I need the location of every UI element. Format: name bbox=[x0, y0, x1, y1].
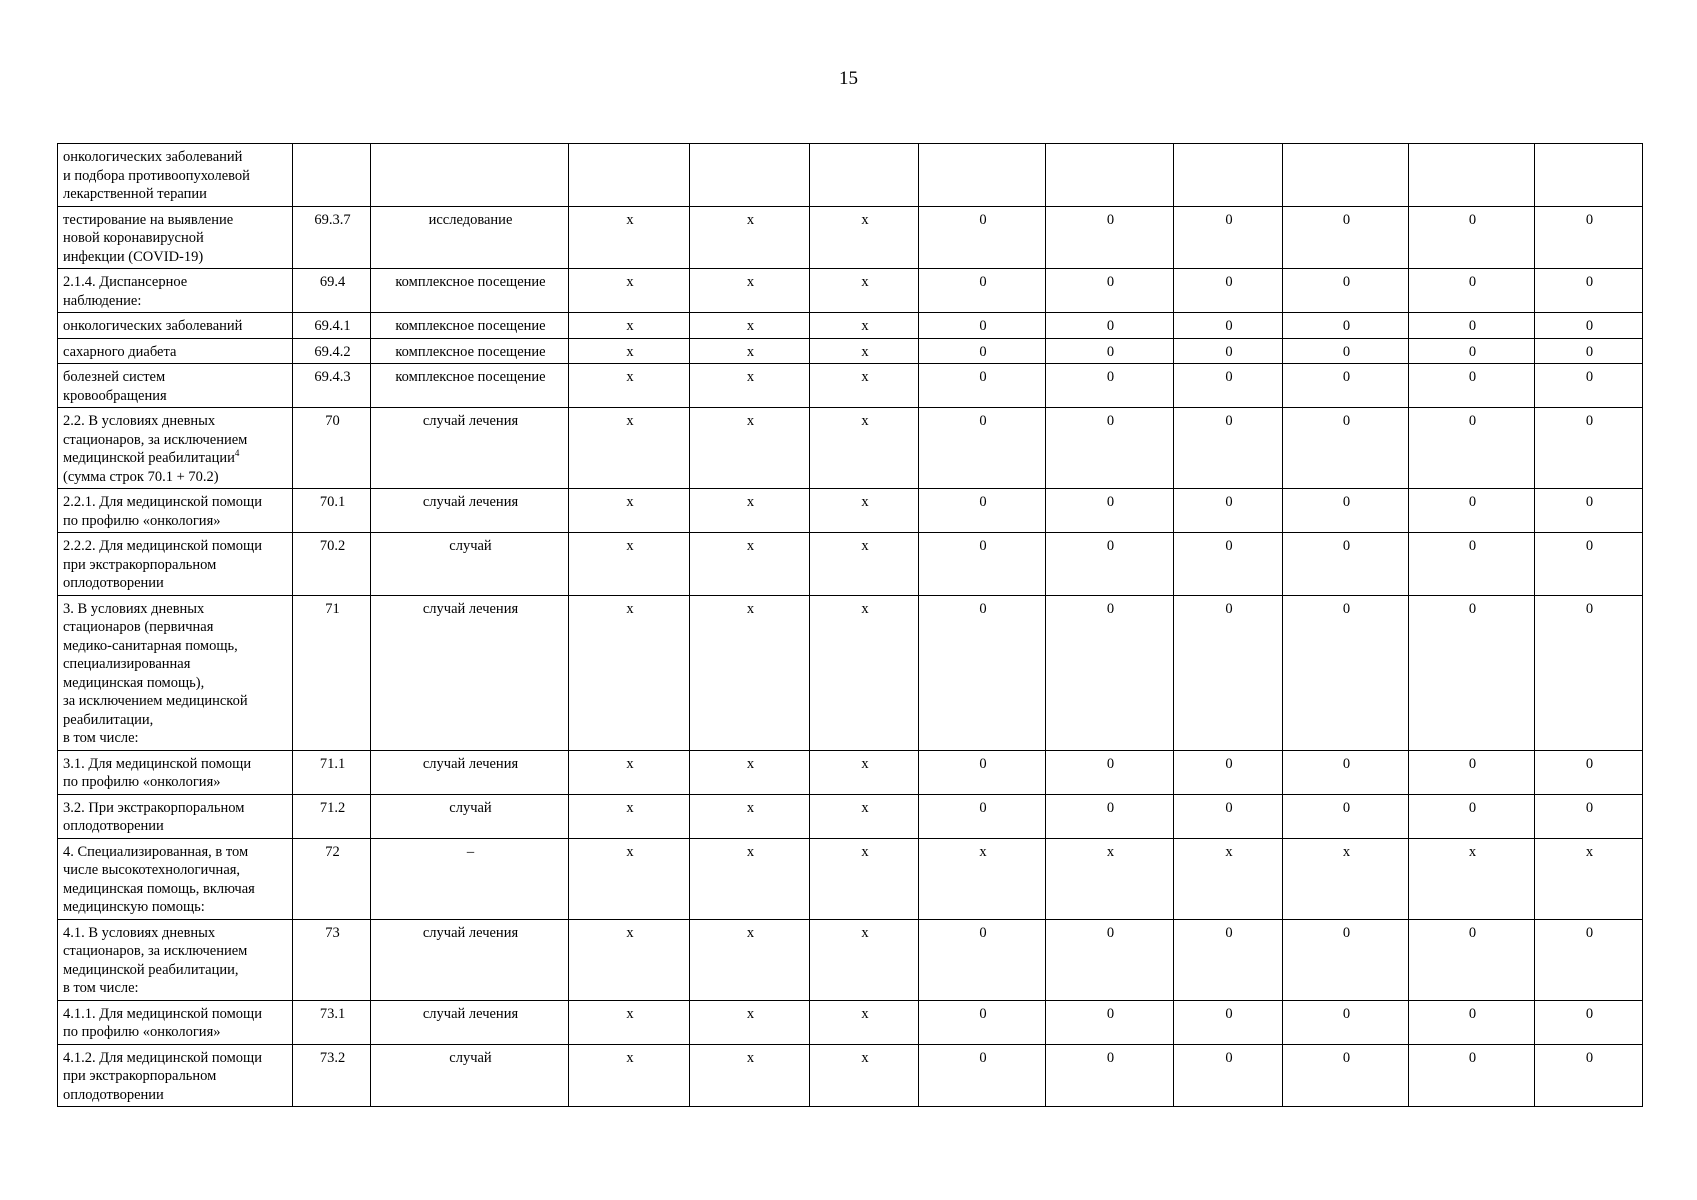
value-cell: х bbox=[810, 489, 919, 533]
value-cell: 0 bbox=[919, 313, 1046, 339]
row-name-cell bbox=[58, 919, 293, 1000]
table-row bbox=[58, 838, 1643, 919]
value-cell: 0 bbox=[1174, 595, 1283, 750]
value-cell bbox=[1535, 144, 1643, 207]
value-cell: х bbox=[810, 750, 919, 794]
value-cell: 0 bbox=[1409, 919, 1535, 1000]
row-name: тестирование на выявление новой коронавирусной инфекции (COVID-19) bbox=[63, 211, 234, 265]
value-cell: х bbox=[1409, 838, 1535, 919]
value-cell: 0 bbox=[1174, 489, 1283, 533]
row-name-cell bbox=[58, 313, 293, 339]
value-cell: 0 bbox=[1283, 1000, 1409, 1044]
row-name-cell bbox=[58, 489, 293, 533]
row-code: 69.4.1 bbox=[293, 313, 371, 339]
row-name-cell bbox=[58, 794, 293, 838]
row-unit: случай лечения bbox=[371, 750, 569, 794]
data-table bbox=[57, 143, 1643, 1107]
value-cell: 0 bbox=[1174, 338, 1283, 364]
value-cell: 0 bbox=[1283, 269, 1409, 313]
value-cell: 0 bbox=[1409, 489, 1535, 533]
value-cell: х bbox=[690, 206, 810, 269]
row-name: 3.2. При экстракорпоральном оплодотворении bbox=[63, 799, 245, 834]
value-cell: х bbox=[810, 595, 919, 750]
value-cell: 0 bbox=[1409, 1044, 1535, 1107]
value-cell: х bbox=[810, 838, 919, 919]
value-cell: х bbox=[569, 533, 690, 596]
row-name-cell bbox=[58, 364, 293, 408]
value-cell: х bbox=[569, 206, 690, 269]
value-cell: х bbox=[810, 794, 919, 838]
value-cell: х bbox=[569, 595, 690, 750]
value-cell: 0 bbox=[1535, 338, 1643, 364]
row-name: 2.1.4. Диспансерное наблюдение: bbox=[63, 274, 188, 309]
value-cell: х bbox=[690, 338, 810, 364]
value-cell: 0 bbox=[919, 750, 1046, 794]
value-cell bbox=[1174, 144, 1283, 207]
value-cell: 0 bbox=[1174, 919, 1283, 1000]
value-cell: х bbox=[690, 1044, 810, 1107]
value-cell: 0 bbox=[919, 269, 1046, 313]
value-cell: х bbox=[1283, 838, 1409, 919]
row-code: 73.1 bbox=[293, 1000, 371, 1044]
value-cell: 0 bbox=[1283, 206, 1409, 269]
table-row bbox=[58, 533, 1643, 596]
row-unit: случай bbox=[371, 533, 569, 596]
value-cell: 0 bbox=[919, 206, 1046, 269]
value-cell bbox=[1046, 144, 1174, 207]
row-code: 73 bbox=[293, 919, 371, 1000]
value-cell: 0 bbox=[1409, 408, 1535, 489]
value-cell: х bbox=[569, 794, 690, 838]
value-cell: 0 bbox=[1174, 313, 1283, 339]
value-cell bbox=[919, 144, 1046, 207]
row-name-tail: (сумма строк 70.1 + 70.2) bbox=[63, 468, 219, 485]
row-unit: случай лечения bbox=[371, 1000, 569, 1044]
value-cell: 0 bbox=[1283, 750, 1409, 794]
value-cell: 0 bbox=[1409, 533, 1535, 596]
row-unit: исследование bbox=[371, 206, 569, 269]
row-name-cell bbox=[58, 750, 293, 794]
value-cell bbox=[690, 144, 810, 207]
row-name: 4.1.1. Для медицинской помощи по профилю «онкология» bbox=[63, 1005, 262, 1040]
row-code: 69.3.7 bbox=[293, 206, 371, 269]
row-name: онкологических заболеваний bbox=[63, 318, 243, 334]
value-cell: х bbox=[919, 838, 1046, 919]
value-cell: х bbox=[810, 364, 919, 408]
value-cell: х bbox=[569, 750, 690, 794]
table-body bbox=[58, 144, 1643, 1107]
value-cell: х bbox=[810, 206, 919, 269]
table-row bbox=[58, 269, 1643, 313]
value-cell: 0 bbox=[1535, 1000, 1643, 1044]
value-cell: 0 bbox=[1046, 1000, 1174, 1044]
value-cell: х bbox=[569, 489, 690, 533]
value-cell: 0 bbox=[1046, 794, 1174, 838]
row-name: 2.2.1. Для медицинской помощи по профилю «онкология» bbox=[63, 494, 262, 529]
value-cell: 0 bbox=[919, 408, 1046, 489]
value-cell: х bbox=[569, 338, 690, 364]
value-cell: 0 bbox=[1174, 408, 1283, 489]
value-cell: 0 bbox=[1046, 750, 1174, 794]
value-cell: 0 bbox=[919, 1044, 1046, 1107]
value-cell: 0 bbox=[919, 595, 1046, 750]
value-cell: 0 bbox=[919, 338, 1046, 364]
row-code: 70.1 bbox=[293, 489, 371, 533]
row-name-cell bbox=[58, 533, 293, 596]
value-cell: х bbox=[569, 313, 690, 339]
table-row bbox=[58, 750, 1643, 794]
value-cell: 0 bbox=[1174, 794, 1283, 838]
row-unit: случай bbox=[371, 794, 569, 838]
row-code: 69.4.3 bbox=[293, 364, 371, 408]
row-code: 69.4 bbox=[293, 269, 371, 313]
value-cell: 0 bbox=[919, 533, 1046, 596]
value-cell: 0 bbox=[1535, 595, 1643, 750]
value-cell: 0 bbox=[1174, 1000, 1283, 1044]
value-cell: х bbox=[569, 838, 690, 919]
row-name-cell bbox=[58, 1000, 293, 1044]
row-name: 2.2.2. Для медицинской помощи при экстракорпоральном оплодотворении bbox=[63, 538, 262, 591]
value-cell: х bbox=[690, 364, 810, 408]
value-cell bbox=[810, 144, 919, 207]
value-cell: 0 bbox=[1283, 533, 1409, 596]
row-name-cell bbox=[58, 1044, 293, 1107]
value-cell: 0 bbox=[1409, 794, 1535, 838]
row-name: 3.1. Для медицинской помощи по профилю «онкология» bbox=[63, 755, 252, 790]
table-row bbox=[58, 1000, 1643, 1044]
value-cell: 0 bbox=[1046, 533, 1174, 596]
value-cell: 0 bbox=[1535, 313, 1643, 339]
value-cell: 0 bbox=[1046, 595, 1174, 750]
value-cell: 0 bbox=[1046, 338, 1174, 364]
value-cell: 0 bbox=[1535, 794, 1643, 838]
row-unit: комплексное посещение bbox=[371, 364, 569, 408]
row-code: 71.1 bbox=[293, 750, 371, 794]
row-unit: случай лечения bbox=[371, 489, 569, 533]
table-row bbox=[58, 364, 1643, 408]
value-cell: х bbox=[690, 794, 810, 838]
value-cell: х bbox=[569, 408, 690, 489]
value-cell: 0 bbox=[1409, 750, 1535, 794]
row-code: 69.4.2 bbox=[293, 338, 371, 364]
value-cell: 0 bbox=[1409, 1000, 1535, 1044]
value-cell bbox=[1409, 144, 1535, 207]
value-cell: х bbox=[690, 919, 810, 1000]
value-cell: 0 bbox=[1283, 364, 1409, 408]
value-cell: х bbox=[690, 313, 810, 339]
value-cell: х bbox=[810, 313, 919, 339]
value-cell: 0 bbox=[1174, 750, 1283, 794]
table-row bbox=[58, 338, 1643, 364]
value-cell: 0 bbox=[1283, 1044, 1409, 1107]
row-code: 71.2 bbox=[293, 794, 371, 838]
row-unit: случай лечения bbox=[371, 595, 569, 750]
value-cell: 0 bbox=[919, 364, 1046, 408]
value-cell: 0 bbox=[1174, 1044, 1283, 1107]
value-cell bbox=[1283, 144, 1409, 207]
value-cell: 0 bbox=[1535, 919, 1643, 1000]
row-name: 2.2. В условиях дневных стационаров, за исключением медицинской реабилитации bbox=[63, 413, 248, 466]
value-cell: 0 bbox=[1535, 269, 1643, 313]
value-cell: 0 bbox=[1535, 206, 1643, 269]
row-unit: случай bbox=[371, 1044, 569, 1107]
value-cell: 0 bbox=[1283, 338, 1409, 364]
row-code: 71 bbox=[293, 595, 371, 750]
value-cell: х bbox=[569, 269, 690, 313]
value-cell: 0 bbox=[1046, 408, 1174, 489]
value-cell: х bbox=[569, 1000, 690, 1044]
value-cell: 0 bbox=[1409, 313, 1535, 339]
row-name-cell bbox=[58, 595, 293, 750]
row-name: болезней систем кровообращения bbox=[63, 369, 167, 404]
row-unit: случай лечения bbox=[371, 919, 569, 1000]
row-name: сахарного диабета bbox=[63, 343, 177, 360]
value-cell: х bbox=[690, 533, 810, 596]
value-cell: 0 bbox=[1046, 489, 1174, 533]
value-cell: х bbox=[810, 1044, 919, 1107]
value-cell: 0 bbox=[1174, 364, 1283, 408]
value-cell: 0 bbox=[919, 794, 1046, 838]
value-cell: х bbox=[690, 595, 810, 750]
value-cell: 0 bbox=[1535, 489, 1643, 533]
value-cell: 0 bbox=[919, 1000, 1046, 1044]
value-cell: х bbox=[690, 1000, 810, 1044]
row-name-cell bbox=[58, 838, 293, 919]
value-cell: 0 bbox=[1283, 919, 1409, 1000]
value-cell: 0 bbox=[1046, 313, 1174, 339]
row-code bbox=[293, 144, 371, 207]
value-cell: 0 bbox=[1174, 206, 1283, 269]
value-cell: х bbox=[690, 269, 810, 313]
value-cell: 0 bbox=[1283, 794, 1409, 838]
row-unit bbox=[371, 144, 569, 207]
value-cell: х bbox=[690, 489, 810, 533]
value-cell: х bbox=[1046, 838, 1174, 919]
value-cell: х bbox=[1174, 838, 1283, 919]
value-cell: 0 bbox=[1283, 313, 1409, 339]
value-cell: 0 bbox=[919, 489, 1046, 533]
row-name: 4.1. В условиях дневных стационаров, за исключением медицинской реабилитации, в том числе: bbox=[63, 924, 248, 996]
row-name: онкологических заболеваний и подбора противоопухолевой лекарственной терапии bbox=[63, 149, 250, 202]
value-cell: 0 bbox=[1283, 595, 1409, 750]
value-cell: х bbox=[810, 338, 919, 364]
row-name-cell bbox=[58, 269, 293, 313]
value-cell: х bbox=[569, 1044, 690, 1107]
row-unit: случай лечения bbox=[371, 408, 569, 489]
value-cell: 0 bbox=[1535, 408, 1643, 489]
value-cell: 0 bbox=[1535, 750, 1643, 794]
value-cell bbox=[569, 144, 690, 207]
value-cell: 0 bbox=[919, 919, 1046, 1000]
value-cell: 0 bbox=[1283, 489, 1409, 533]
row-code: 70 bbox=[293, 408, 371, 489]
row-name-cell bbox=[58, 408, 293, 489]
value-cell: 0 bbox=[1535, 533, 1643, 596]
value-cell: 0 bbox=[1174, 269, 1283, 313]
value-cell: х bbox=[810, 1000, 919, 1044]
value-cell: х bbox=[690, 838, 810, 919]
table-row bbox=[58, 206, 1643, 269]
value-cell: 0 bbox=[1046, 919, 1174, 1000]
value-cell: х bbox=[1535, 838, 1643, 919]
value-cell: 0 bbox=[1046, 1044, 1174, 1107]
row-name: 4.1.2. Для медицинской помощи при экстракорпоральном оплодотворении bbox=[63, 1049, 262, 1103]
table-row bbox=[58, 408, 1643, 489]
value-cell: 0 bbox=[1535, 1044, 1643, 1107]
row-unit: комплексное посещение bbox=[371, 338, 569, 364]
table-row bbox=[58, 794, 1643, 838]
value-cell: 0 bbox=[1046, 269, 1174, 313]
value-cell: х bbox=[810, 269, 919, 313]
row-code: 73.2 bbox=[293, 1044, 371, 1107]
value-cell: 0 bbox=[1409, 595, 1535, 750]
value-cell: х bbox=[810, 408, 919, 489]
value-cell: х bbox=[569, 364, 690, 408]
row-name-cell bbox=[58, 338, 293, 364]
value-cell: х bbox=[810, 533, 919, 596]
value-cell: 0 bbox=[1409, 338, 1535, 364]
value-cell: х bbox=[569, 919, 690, 1000]
row-name: 4. Специализированная, в том числе высокотехнологичная, медицинская помощь, включая медицинскую помощь: bbox=[63, 843, 255, 915]
row-name-cell bbox=[58, 144, 293, 207]
value-cell: 0 bbox=[1174, 533, 1283, 596]
table-row bbox=[58, 1044, 1643, 1107]
value-cell: 0 bbox=[1046, 364, 1174, 408]
value-cell: х bbox=[690, 408, 810, 489]
page-number: 15 bbox=[839, 68, 858, 89]
row-code: 72 bbox=[293, 838, 371, 919]
value-cell: х bbox=[690, 750, 810, 794]
value-cell: х bbox=[810, 919, 919, 1000]
row-code: 70.2 bbox=[293, 533, 371, 596]
table-row bbox=[58, 919, 1643, 1000]
row-name: 3. В условиях дневных стационаров (первичная медико-санитарная помощь, специализированная медицинская помощь), за исключением медицинской реабилитации, в том числе: bbox=[63, 600, 248, 746]
table-row bbox=[58, 595, 1643, 750]
table-row bbox=[58, 144, 1643, 207]
value-cell: 0 bbox=[1535, 364, 1643, 408]
value-cell: 0 bbox=[1409, 269, 1535, 313]
row-unit: комплексное посещение bbox=[371, 269, 569, 313]
value-cell: 0 bbox=[1283, 408, 1409, 489]
value-cell: 0 bbox=[1046, 206, 1174, 269]
value-cell: 0 bbox=[1409, 364, 1535, 408]
footnote-mark: 4 bbox=[234, 448, 240, 459]
row-unit: комплексное посещение bbox=[371, 313, 569, 339]
row-name-cell bbox=[58, 206, 293, 269]
row-unit: – bbox=[371, 838, 569, 919]
table-row bbox=[58, 489, 1643, 533]
table-row bbox=[58, 313, 1643, 339]
value-cell: 0 bbox=[1409, 206, 1535, 269]
